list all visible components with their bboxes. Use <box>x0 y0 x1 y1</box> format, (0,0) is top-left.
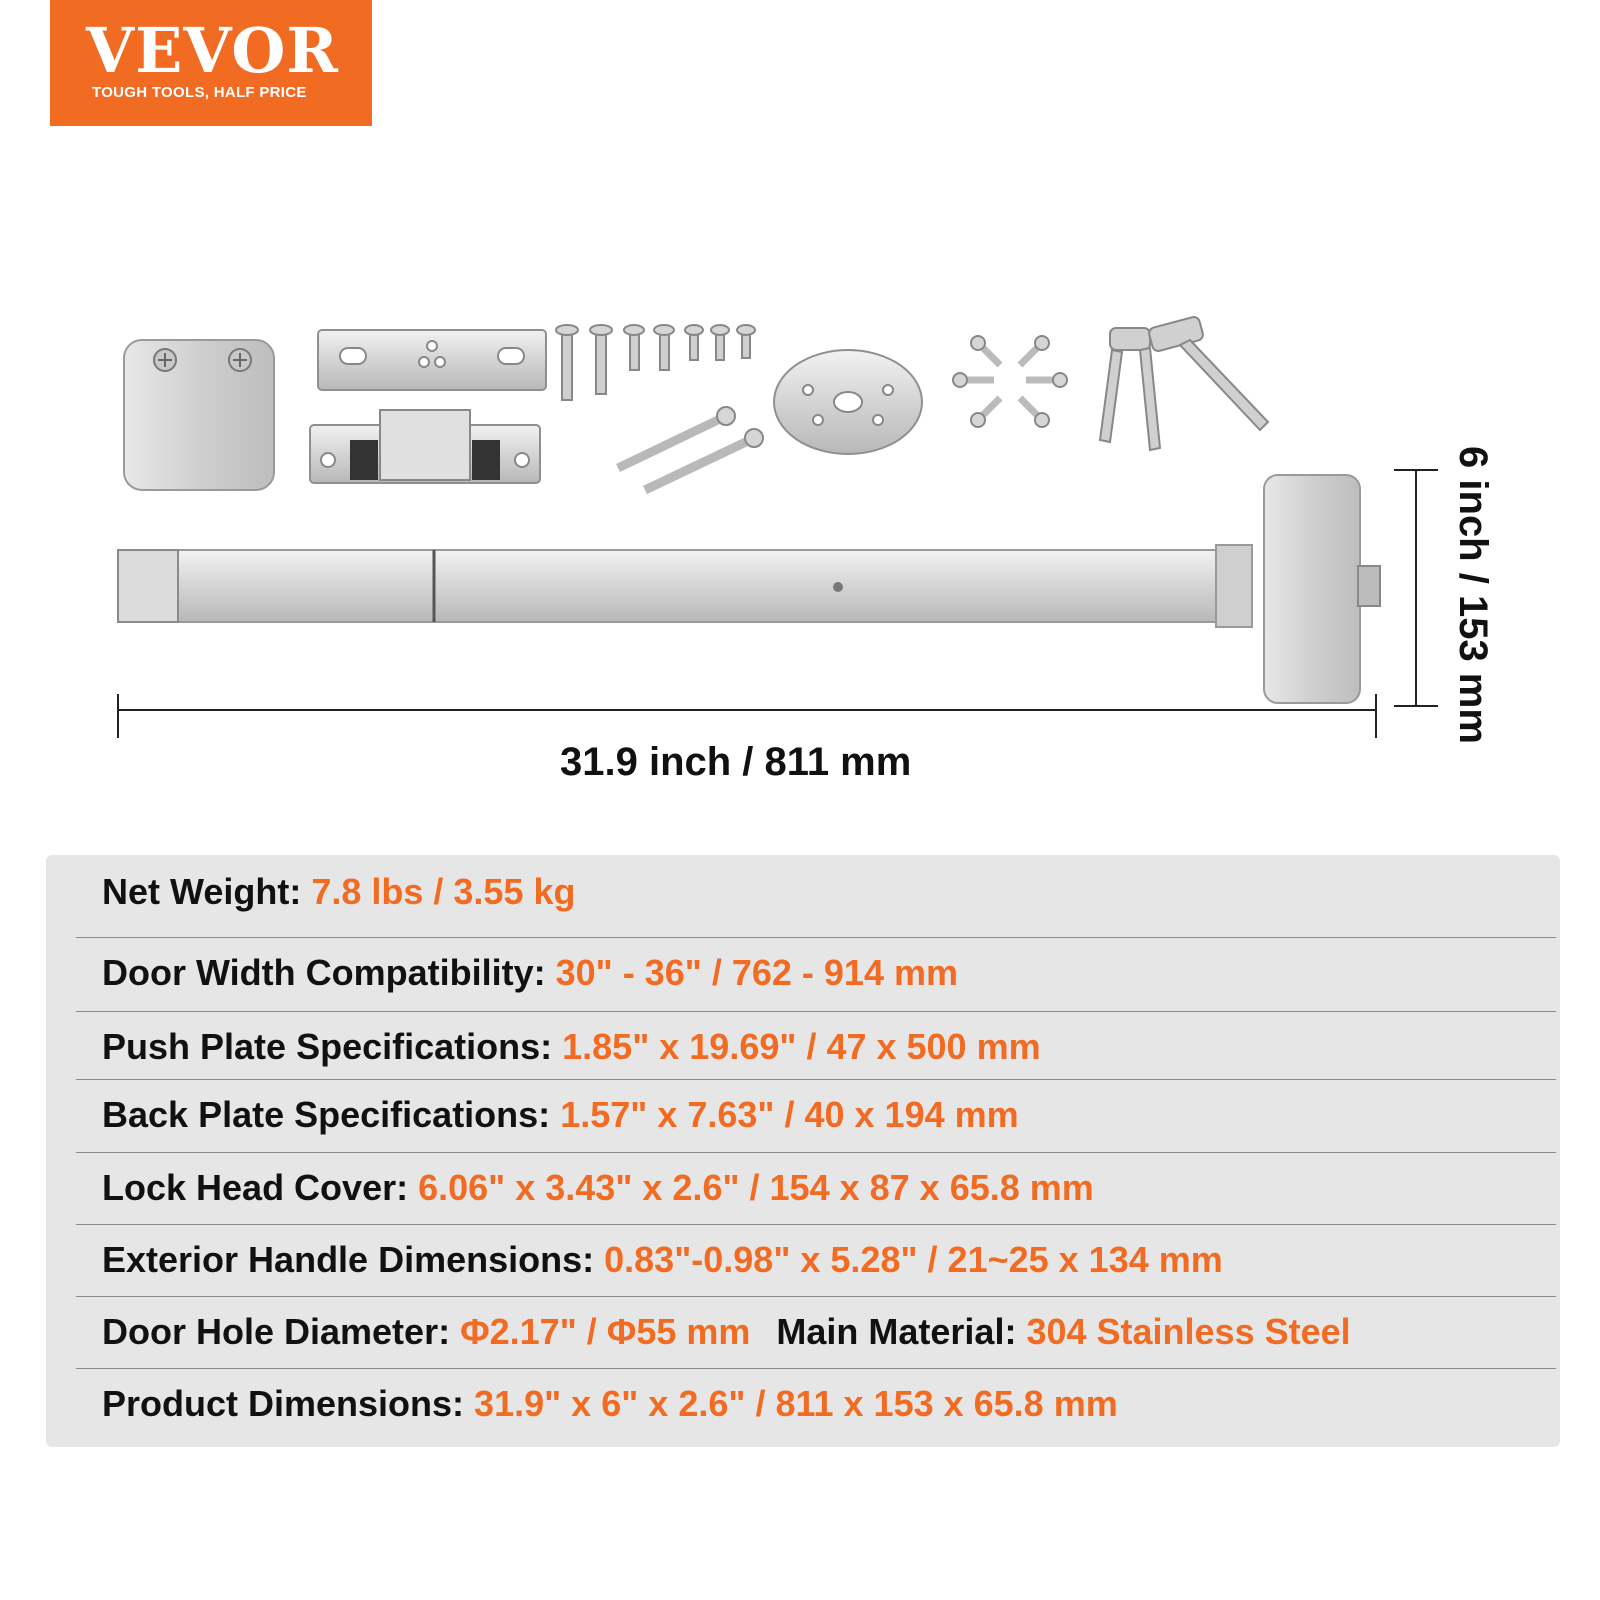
spec-value: 0.83"-0.98" x 5.28" / 21~25 x 134 mm <box>604 1239 1223 1280</box>
screws-set <box>556 325 755 400</box>
end-cap-cover <box>124 340 274 490</box>
spec-net-weight <box>102 857 1552 927</box>
spec-label: Exterior Handle Dimensions: <box>102 1239 605 1280</box>
spec-push-plate <box>102 1012 1552 1082</box>
exit-device-bar <box>118 475 1380 703</box>
spec-label: Back Plate Specifications: <box>102 1094 561 1135</box>
spec-door-width <box>102 938 1552 1008</box>
strike-bracket <box>310 410 540 483</box>
spec-door-hole-material <box>102 1297 1552 1367</box>
width-dimension-label: 31.9 inch / 811 mm <box>560 740 912 784</box>
spec-panel <box>46 855 1560 1447</box>
height-dimension-line <box>1394 470 1438 706</box>
spec-lock-head-cover <box>102 1153 1552 1223</box>
spec-value: Φ2.17" / Φ55 mm <box>460 1311 751 1352</box>
spec-label: Door Width Compatibility: <box>102 952 556 993</box>
spec-value: 6.06" x 3.43" x 2.6" / 154 x 87 x 65.8 mm <box>418 1167 1094 1208</box>
spec-label: Product Dimensions: <box>102 1383 475 1424</box>
spec-exterior-handle <box>102 1225 1552 1295</box>
spec-back-plate <box>102 1080 1552 1150</box>
round-mounting-plate <box>774 350 922 454</box>
width-dimension-line <box>118 694 1376 738</box>
brand-tagline: TOUGH TOOLS, HALF PRICE <box>92 84 307 101</box>
spec-product-dimensions <box>102 1369 1552 1439</box>
mounting-plate <box>318 330 546 390</box>
keys-icon <box>1100 316 1268 450</box>
spec-value: 1.85" x 19.69" / 47 x 500 mm <box>562 1026 1041 1067</box>
brand-name: VEVOR <box>86 14 339 87</box>
spec-label: Net Weight: <box>102 871 312 912</box>
spec-value: 304 Stainless Steel <box>1026 1311 1351 1352</box>
height-dimension-label: 6 inch / 153 mm <box>1451 446 1495 744</box>
spec-label: Door Hole Diameter: <box>102 1311 461 1352</box>
small-bolts <box>953 336 1067 427</box>
spec-label: Lock Head Cover: <box>102 1167 419 1208</box>
brand-logo <box>50 0 372 126</box>
product-illustration <box>0 300 1600 770</box>
long-bolts <box>618 407 763 490</box>
spec-value: 7.8 lbs / 3.55 kg <box>311 871 576 912</box>
spec-label: Push Plate Specifications: <box>102 1026 563 1067</box>
spec-label: Main Material: <box>776 1311 1027 1352</box>
spec-value: 31.9" x 6" x 2.6" / 811 x 153 x 65.8 mm <box>474 1383 1118 1424</box>
spec-value: 1.57" x 7.63" / 40 x 194 mm <box>560 1094 1019 1135</box>
spec-value: 30" - 36" / 762 - 914 mm <box>555 952 958 993</box>
